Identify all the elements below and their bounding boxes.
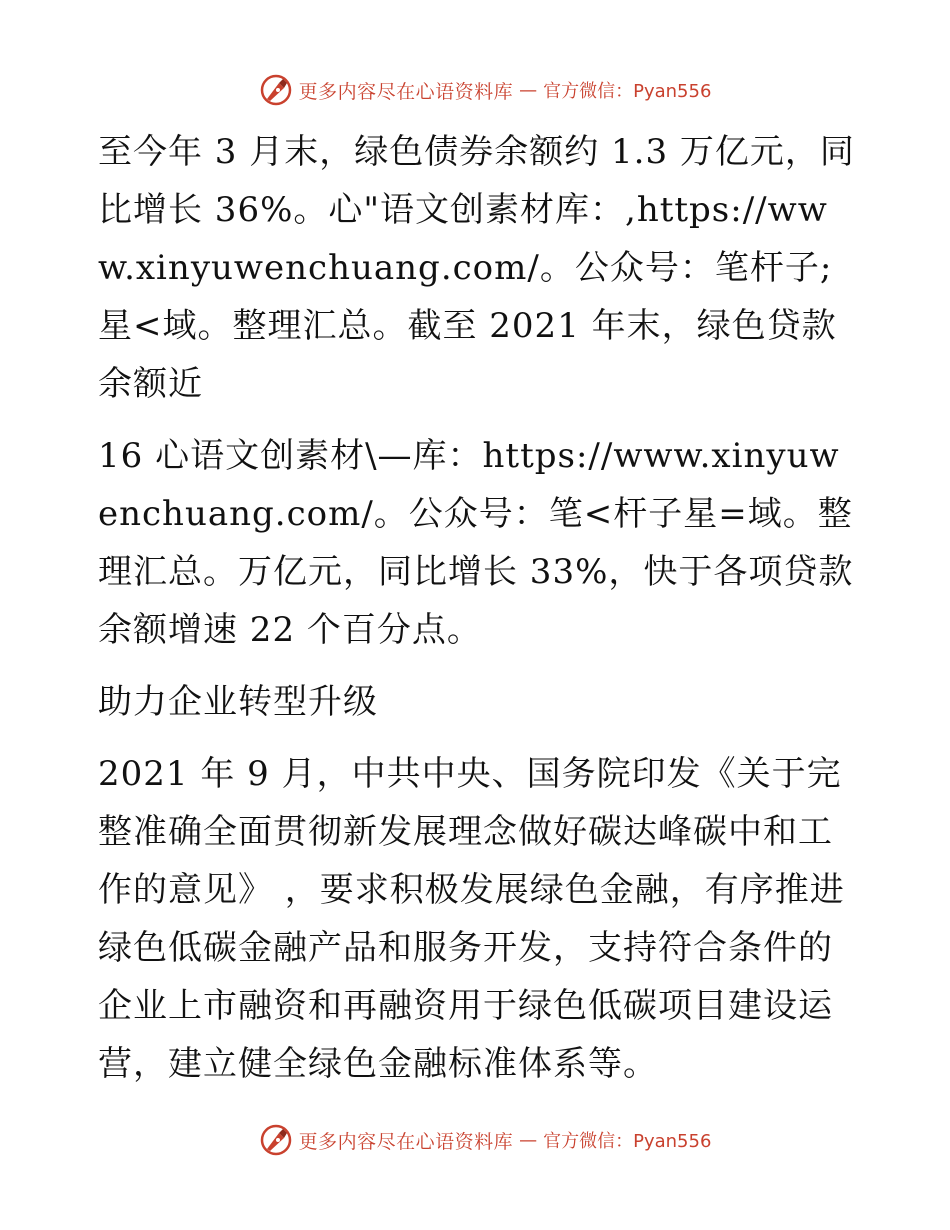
footer-watermark <box>0 1120 950 1160</box>
pen-nib-logo-icon <box>259 1123 293 1157</box>
paragraph-1: 至今年 3 月末，绿色债券余额约 1.3 万亿元，同比增长 36%。心"语文创素材库：,https://www.xinyuwenchuang.com/。公众号：笔杆子;星<域。整理汇总。截至 2021 年末，绿色贷款余额近 <box>98 132 855 404</box>
pen-nib-logo-icon <box>259 73 293 107</box>
watermark-separator: — <box>519 1129 538 1151</box>
section-heading: 助力企业转型升级 <box>98 682 378 722</box>
paragraph-3: 2021 年 9 月，中共中央、国务院印发《关于完整准确全面贯彻新发展理念做好碳达峰碳中和工作的意见》 ，要求积极发展绿色金融，有序推进绿色低碳金融产品和服务开发，支持符合条件的企业上市融资和再融资用于绿色低碳项目建设运营，建立健全绿色金融标准体系等。 <box>98 754 845 1084</box>
header-watermark <box>0 70 950 110</box>
watermark-text: 更多内容尽在心语资料库 <box>298 1130 514 1153</box>
document-body <box>98 123 858 1093</box>
watermark-separator: — <box>519 79 538 101</box>
watermark-wechat: 官方微信：Pyan556 <box>543 1131 712 1152</box>
paragraph-2: 16 心语文创素材\—库：https://www.xinyuwenchuang.com/。公众号：笔<杆子星=域。整理汇总。万亿元，同比增长 33%，快于各项贷款余额增速 22 个百分点。 <box>98 436 854 650</box>
watermark-text: 更多内容尽在心语资料库 <box>298 80 514 103</box>
watermark-wechat: 官方微信：Pyan556 <box>543 81 712 102</box>
